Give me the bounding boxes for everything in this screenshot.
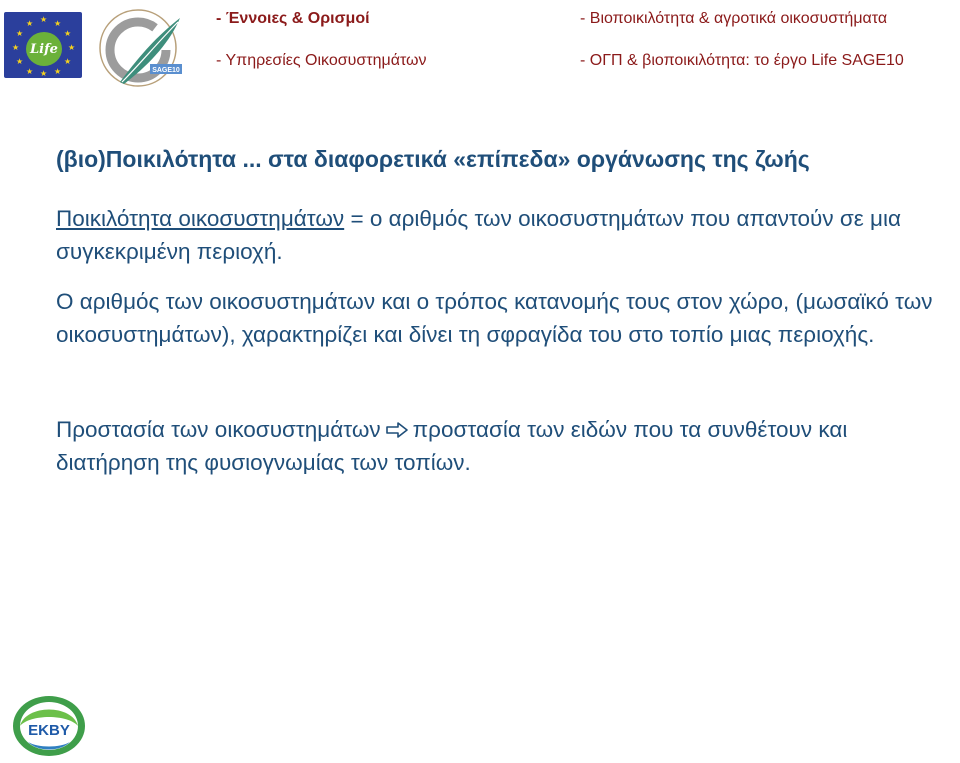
nav-life-project-link[interactable]: - ΟΓΠ & βιοποικιλότητα: το έργο Life SAGE10 xyxy=(580,52,904,69)
paragraph-ecosystem-protection xyxy=(56,413,946,479)
paragraph-ecosystem-diversity xyxy=(56,202,946,268)
protection-lead-text: Προστασία των οικοσυστημάτων xyxy=(56,417,381,442)
sage10-logo xyxy=(90,2,190,94)
nav-concepts-link[interactable]: - Έννοιες & Ορισμοί xyxy=(216,10,370,27)
ecosystem-diversity-term: Ποικιλότητα οικοσυστημάτων xyxy=(56,206,345,231)
right-arrow-icon xyxy=(385,421,409,439)
life-logo-text: Life xyxy=(26,32,62,66)
slide-title: (βιο)Ποικιλότητα ... στα διαφορετικά «επίπεδα» οργάνωσης της ζωής xyxy=(56,146,810,172)
ekby-logo-text: ΕΚΒΥ xyxy=(28,722,70,739)
paragraph-ecosystem-mosaic: Ο αριθμός των οικοσυστημάτων και ο τρόπος κατανομής τους στον χώρο, (μωσαϊκό των οικοσυστημάτων), χαρακτηρίζει και δίνει τη σφραγίδα του στο τοπίο μιας περιοχής. xyxy=(56,289,933,347)
ekby-logo xyxy=(6,690,92,760)
eu-life-logo: ★ ★ ★ ★ ★ ★ ★ ★ ★ ★ ★ ★ Life xyxy=(4,12,82,78)
sage10-logo-text: SAGE10 xyxy=(152,67,180,74)
nav-services-link[interactable]: - Υπηρεσίες Οικοσυστημάτων xyxy=(216,52,427,69)
protection-result-text: προστασία των ειδών που τα συνθέτουν και διατήρηση της φυσιογνωμίας των τοπίων. xyxy=(56,417,848,475)
nav-biodiversity-agro-link[interactable]: - Βιοποικιλότητα & αγροτικά οικοσυστήματα xyxy=(580,10,888,27)
ecosystem-diversity-definition: = ο αριθμός των οικοσυστημάτων που απαντούν σε μια συγκεκριμένη περιοχή. xyxy=(56,206,901,264)
